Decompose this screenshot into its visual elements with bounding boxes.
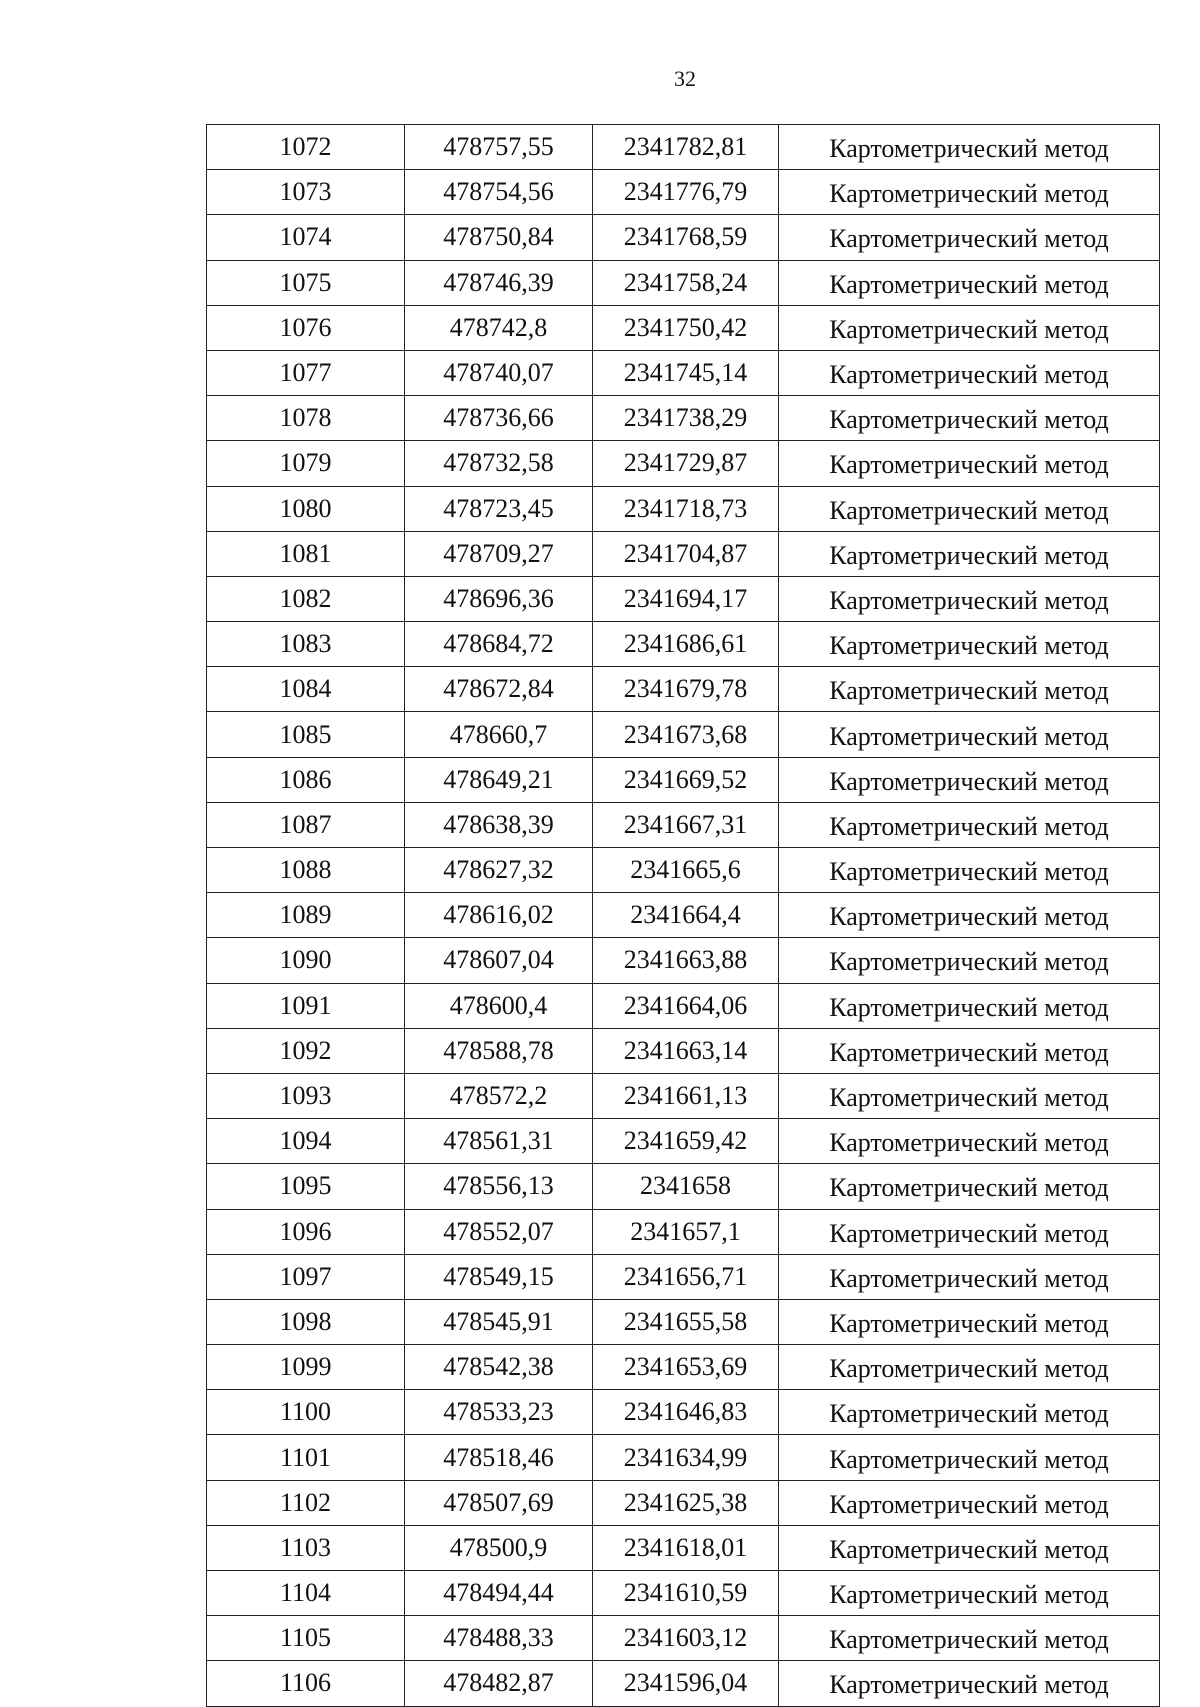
- method-cell: Картометрический метод: [779, 125, 1160, 170]
- point-number-cell: 1095: [207, 1164, 405, 1209]
- x-coordinate-cell: 478482,87: [405, 1661, 593, 1706]
- method-cell: Картометрический метод: [779, 1390, 1160, 1435]
- y-coordinate-cell: 2341667,31: [593, 802, 779, 847]
- x-coordinate-cell: 478616,02: [405, 893, 593, 938]
- method-cell: Картометрический метод: [779, 1028, 1160, 1073]
- table-row: [207, 757, 1160, 802]
- point-number-cell: 1090: [207, 938, 405, 983]
- y-coordinate-cell: 2341686,61: [593, 622, 779, 667]
- x-coordinate-cell: 478533,23: [405, 1390, 593, 1435]
- point-number-cell: 1099: [207, 1345, 405, 1390]
- y-coordinate-cell: 2341782,81: [593, 125, 779, 170]
- y-coordinate-cell: 2341745,14: [593, 350, 779, 395]
- table-row: [207, 1345, 1160, 1390]
- y-coordinate-cell: 2341618,01: [593, 1525, 779, 1570]
- point-number-cell: 1100: [207, 1390, 405, 1435]
- method-cell: Картометрический метод: [779, 667, 1160, 712]
- y-coordinate-cell: 2341659,42: [593, 1119, 779, 1164]
- x-coordinate-cell: 478736,66: [405, 396, 593, 441]
- table-row: [207, 1254, 1160, 1299]
- point-number-cell: 1072: [207, 125, 405, 170]
- x-coordinate-cell: 478561,31: [405, 1119, 593, 1164]
- method-cell: Картометрический метод: [779, 1525, 1160, 1570]
- table-row: [207, 802, 1160, 847]
- table-row: [207, 1164, 1160, 1209]
- table-row: [207, 486, 1160, 531]
- y-coordinate-cell: 2341665,6: [593, 848, 779, 893]
- method-cell: Картометрический метод: [779, 1209, 1160, 1254]
- table-row: [207, 215, 1160, 260]
- point-number-cell: 1094: [207, 1119, 405, 1164]
- y-coordinate-cell: 2341768,59: [593, 215, 779, 260]
- y-coordinate-cell: 2341694,17: [593, 576, 779, 621]
- table-row: [207, 1119, 1160, 1164]
- method-cell: Картометрический метод: [779, 1254, 1160, 1299]
- point-number-cell: 1082: [207, 576, 405, 621]
- x-coordinate-cell: 478742,8: [405, 305, 593, 350]
- table-row: [207, 1616, 1160, 1661]
- method-cell: Картометрический метод: [779, 1571, 1160, 1616]
- point-number-cell: 1102: [207, 1480, 405, 1525]
- point-number-cell: 1087: [207, 802, 405, 847]
- table-row: [207, 1435, 1160, 1480]
- method-cell: Картометрический метод: [779, 441, 1160, 486]
- method-cell: Картометрический метод: [779, 1073, 1160, 1118]
- x-coordinate-cell: 478494,44: [405, 1571, 593, 1616]
- table-row: [207, 305, 1160, 350]
- y-coordinate-cell: 2341603,12: [593, 1616, 779, 1661]
- x-coordinate-cell: 478600,4: [405, 983, 593, 1028]
- table-row: [207, 712, 1160, 757]
- method-cell: Картометрический метод: [779, 1119, 1160, 1164]
- y-coordinate-cell: 2341669,52: [593, 757, 779, 802]
- point-number-cell: 1091: [207, 983, 405, 1028]
- method-cell: Картометрический метод: [779, 1299, 1160, 1344]
- point-number-cell: 1092: [207, 1028, 405, 1073]
- x-coordinate-cell: 478588,78: [405, 1028, 593, 1073]
- point-number-cell: 1079: [207, 441, 405, 486]
- table-row: [207, 576, 1160, 621]
- x-coordinate-cell: 478684,72: [405, 622, 593, 667]
- table-row: [207, 1390, 1160, 1435]
- point-number-cell: 1093: [207, 1073, 405, 1118]
- table-row: [207, 125, 1160, 170]
- method-cell: Картометрический метод: [779, 531, 1160, 576]
- method-cell: Картометрический метод: [779, 170, 1160, 215]
- y-coordinate-cell: 2341657,1: [593, 1209, 779, 1254]
- method-cell: Картометрический метод: [779, 938, 1160, 983]
- table-row: [207, 1299, 1160, 1344]
- method-cell: Картометрический метод: [779, 305, 1160, 350]
- table-row: [207, 848, 1160, 893]
- y-coordinate-cell: 2341661,13: [593, 1073, 779, 1118]
- x-coordinate-cell: 478500,9: [405, 1525, 593, 1570]
- method-cell: Картометрический метод: [779, 893, 1160, 938]
- y-coordinate-cell: 2341750,42: [593, 305, 779, 350]
- y-coordinate-cell: 2341718,73: [593, 486, 779, 531]
- y-coordinate-cell: 2341758,24: [593, 260, 779, 305]
- y-coordinate-cell: 2341704,87: [593, 531, 779, 576]
- y-coordinate-cell: 2341653,69: [593, 1345, 779, 1390]
- point-number-cell: 1086: [207, 757, 405, 802]
- point-number-cell: 1106: [207, 1661, 405, 1706]
- point-number-cell: 1103: [207, 1525, 405, 1570]
- point-number-cell: 1096: [207, 1209, 405, 1254]
- method-cell: Картометрический метод: [779, 215, 1160, 260]
- y-coordinate-cell: 2341673,68: [593, 712, 779, 757]
- method-cell: Картометрический метод: [779, 712, 1160, 757]
- table-row: [207, 1209, 1160, 1254]
- y-coordinate-cell: 2341634,99: [593, 1435, 779, 1480]
- y-coordinate-cell: 2341679,78: [593, 667, 779, 712]
- x-coordinate-cell: 478696,36: [405, 576, 593, 621]
- y-coordinate-cell: 2341663,88: [593, 938, 779, 983]
- point-number-cell: 1081: [207, 531, 405, 576]
- x-coordinate-cell: 478709,27: [405, 531, 593, 576]
- table-row: [207, 622, 1160, 667]
- x-coordinate-cell: 478627,32: [405, 848, 593, 893]
- x-coordinate-cell: 478507,69: [405, 1480, 593, 1525]
- point-number-cell: 1105: [207, 1616, 405, 1661]
- x-coordinate-cell: 478638,39: [405, 802, 593, 847]
- x-coordinate-cell: 478518,46: [405, 1435, 593, 1480]
- method-cell: Картометрический метод: [779, 1164, 1160, 1209]
- y-coordinate-cell: 2341729,87: [593, 441, 779, 486]
- method-cell: Картометрический метод: [779, 802, 1160, 847]
- table-row: [207, 893, 1160, 938]
- point-number-cell: 1089: [207, 893, 405, 938]
- table-row: [207, 1028, 1160, 1073]
- method-cell: Картометрический метод: [779, 350, 1160, 395]
- x-coordinate-cell: 478649,21: [405, 757, 593, 802]
- table-row: [207, 667, 1160, 712]
- page-number: 32: [674, 66, 696, 91]
- y-coordinate-cell: 2341658: [593, 1164, 779, 1209]
- y-coordinate-cell: 2341776,79: [593, 170, 779, 215]
- method-cell: Картометрический метод: [779, 1435, 1160, 1480]
- method-cell: Картометрический метод: [779, 848, 1160, 893]
- y-coordinate-cell: 2341738,29: [593, 396, 779, 441]
- table-row: [207, 1661, 1160, 1706]
- table-row: [207, 170, 1160, 215]
- x-coordinate-cell: 478746,39: [405, 260, 593, 305]
- x-coordinate-cell: 478754,56: [405, 170, 593, 215]
- x-coordinate-cell: 478552,07: [405, 1209, 593, 1254]
- x-coordinate-cell: 478672,84: [405, 667, 593, 712]
- method-cell: Картометрический метод: [779, 983, 1160, 1028]
- point-number-cell: 1104: [207, 1571, 405, 1616]
- point-number-cell: 1080: [207, 486, 405, 531]
- point-number-cell: 1077: [207, 350, 405, 395]
- coordinates-table-body: [207, 125, 1160, 1707]
- y-coordinate-cell: 2341663,14: [593, 1028, 779, 1073]
- x-coordinate-cell: 478757,55: [405, 125, 593, 170]
- point-number-cell: 1083: [207, 622, 405, 667]
- table-row: [207, 1073, 1160, 1118]
- x-coordinate-cell: 478607,04: [405, 938, 593, 983]
- table-row: [207, 350, 1160, 395]
- method-cell: Картометрический метод: [779, 1616, 1160, 1661]
- point-number-cell: 1097: [207, 1254, 405, 1299]
- y-coordinate-cell: 2341655,58: [593, 1299, 779, 1344]
- x-coordinate-cell: 478740,07: [405, 350, 593, 395]
- x-coordinate-cell: 478732,58: [405, 441, 593, 486]
- method-cell: Картометрический метод: [779, 1345, 1160, 1390]
- x-coordinate-cell: 478549,15: [405, 1254, 593, 1299]
- y-coordinate-cell: 2341664,06: [593, 983, 779, 1028]
- point-number-cell: 1088: [207, 848, 405, 893]
- point-number-cell: 1084: [207, 667, 405, 712]
- x-coordinate-cell: 478660,7: [405, 712, 593, 757]
- table-row: [207, 983, 1160, 1028]
- x-coordinate-cell: 478723,45: [405, 486, 593, 531]
- table-row: [207, 260, 1160, 305]
- point-number-cell: 1101: [207, 1435, 405, 1480]
- point-number-cell: 1073: [207, 170, 405, 215]
- y-coordinate-cell: 2341664,4: [593, 893, 779, 938]
- point-number-cell: 1085: [207, 712, 405, 757]
- x-coordinate-cell: 478556,13: [405, 1164, 593, 1209]
- method-cell: Картометрический метод: [779, 396, 1160, 441]
- y-coordinate-cell: 2341625,38: [593, 1480, 779, 1525]
- y-coordinate-cell: 2341656,71: [593, 1254, 779, 1299]
- x-coordinate-cell: 478545,91: [405, 1299, 593, 1344]
- method-cell: Картометрический метод: [779, 260, 1160, 305]
- point-number-cell: 1074: [207, 215, 405, 260]
- x-coordinate-cell: 478488,33: [405, 1616, 593, 1661]
- table-row: [207, 1571, 1160, 1616]
- method-cell: Картометрический метод: [779, 576, 1160, 621]
- table-row: [207, 1525, 1160, 1570]
- y-coordinate-cell: 2341610,59: [593, 1571, 779, 1616]
- y-coordinate-cell: 2341596,04: [593, 1661, 779, 1706]
- method-cell: Картометрический метод: [779, 1661, 1160, 1706]
- method-cell: Картометрический метод: [779, 757, 1160, 802]
- point-number-cell: 1098: [207, 1299, 405, 1344]
- method-cell: Картометрический метод: [779, 1480, 1160, 1525]
- table-row: [207, 441, 1160, 486]
- table-row: [207, 1480, 1160, 1525]
- x-coordinate-cell: 478750,84: [405, 215, 593, 260]
- table-row: [207, 531, 1160, 576]
- point-number-cell: 1078: [207, 396, 405, 441]
- point-number-cell: 1075: [207, 260, 405, 305]
- y-coordinate-cell: 2341646,83: [593, 1390, 779, 1435]
- x-coordinate-cell: 478572,2: [405, 1073, 593, 1118]
- table-row: [207, 396, 1160, 441]
- method-cell: Картометрический метод: [779, 486, 1160, 531]
- x-coordinate-cell: 478542,38: [405, 1345, 593, 1390]
- method-cell: Картометрический метод: [779, 622, 1160, 667]
- coordinates-table: [206, 124, 1160, 1707]
- point-number-cell: 1076: [207, 305, 405, 350]
- table-row: [207, 938, 1160, 983]
